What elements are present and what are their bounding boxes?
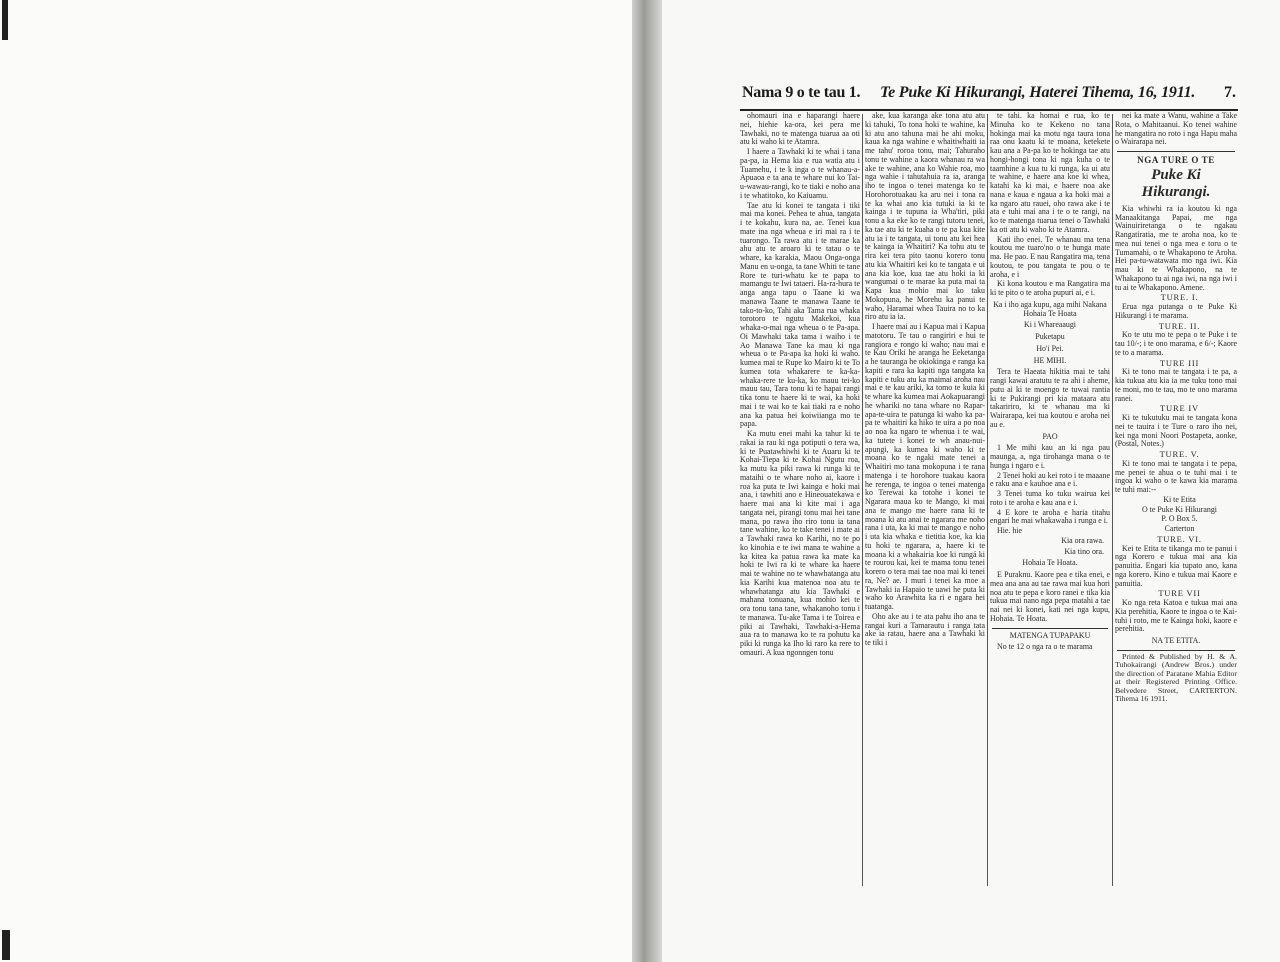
rule-text: Ko te utu mo te pepa o te Puke i te tau 10/-; i te ono marama, e 6/-; Kaore te to a marama. <box>1115 330 1237 357</box>
paragraph: Ka mutu enei mahi ka tahur ki te rakai ia rau ki nga potiputi o tera wa, ki te Puatawhiwhi ki te Auaru ki te Kohai-Tiepa ki te Kohai Ngutu roa, ka mutu ka piki rawa ki runga ki te mataihi o te whare noho ai, kaore i roa ka puta te Iwi kainga e hoki mai ana, i tawhiti ano e Hineouatekawa e haere mai ana ki kite mai i aga tangata nei, pirangi tonu mai hei tane mana, po rawa iho riro tonu ia tana tane wahine, ko te take tenei i mate ai a Tawhaki rawa ko Karihi, no te po ko kinohia e te iwi mana te wahine a ka kitea ka patua rawa ka mate ka hoki te Iwi ra ki te whare ka haere mai te wahine no te whawhatanga atu kia Karihi kua matenoa noa atu te whawhatanga atu kia Tawhaki e mahana tonuana, kua mohio kei te ora tonu tana tane, whakanoho tonu i te manawa. Tu-ake Tama i te Toirea e piki ai Tawhaki, Tawhaki-a-Hema aua ra to manawa ko te ra pohutu ka piki ki runga ka Iho ki raro ka rere to omauri. A kua ngonngen tonu <box>740 429 860 657</box>
rule-text: Ki te tono mai te tangata i te pa, a kia tukua atu kia ia me tuku tono mai te moni, mo te tau, mo te ono marama ranei. <box>1115 367 1237 403</box>
rule-text: Ki te tono mai te tangata i te pepa, me penei te ahua o te tuhi mai i te ingoa ki waho o te kawa kia marama te tuhi mai:-- <box>1115 458 1237 494</box>
paragraph: ake, kua karanga ake tona atu atu ki tahuki, To tona hoki te wahine, ka ki atu ano tahuna mai he ahi moku, kaua ka nga wahine e whaitiwhaiti ia me tahu' roroa tonu, mai; Tahuraho tonu te wahine a kaora whanau ra wa ake te wahine, ana ko Wahie roa, mo nga wahie i tahutahuia ra ia, aranga iho te ingoa o tenei matenga ko te Horohorotuakau ka aru nei i tona ra te ka whai ano kia tutuki ia ki te kainga i te tupuna ia Wha'tiri, piki tonu a ka eke ko te rangi tutoru tenei, ka tae atu ki te kuaha o te pa kua kite atu ia i te tangata, ui tonu atu kei hea te kainga ia Whaitiri? Ka tohu atu te rira kei tera pito taonu korero tonu atu kia Whaitiri kei ko te tangata e ui ana kia koe, kua tae atu hoki ia ki wangumai o te marae ka puta mai ta Kapa kua mohio mai ko taku Mokopuna, he Morehu ka panui te waho, Haramai whea Tauira no to ka riro atu ia ia. <box>865 112 985 322</box>
verse: 3 Tenei tuma ko tuku wairua kei roto i te aroha e kau ana e i. <box>990 489 1110 507</box>
rule-heading: TURE VII <box>1158 588 1201 599</box>
imprint-rule <box>1117 650 1235 651</box>
paragraph: I haere mai au i Kapua mai i Kapua matotoru. Te tau o rangiriri e hui te rangiora e rongo ki waho; nau mai e te Kau Oriki he aranga he Eeketanga a he taurangа he okiokinga e ranga ka kapiti e rara ka kapiti nga tangata ka kapiti e tuku atu ka maimai aroha nau mai e te kau ariki, ka tomo te kuia ki te whare ka kumea mai Aokapuarangi he whariki no tana whare no Rapar-apa-te-uira te patunga ki waho ka pa-pa te whaitiri ka hiko te uira a po noa ao noa ka ngaro te whenua i te wai, ka tutete i konei te wh anau-nui-apungi, ka kumea ki waho ki te moana ko te ngaki mate tenei a Whaitiri mo tana mokopuna i te rana matenga i te horohore tuakau kaora he rerenga, te ingoa o tenei matenga ko Terewai ka totohe i konei te Ngarara maua ko te Mango, ki mai ana te mango me haere rana ki te moana ki atu anai te ngarara me noho rana i uta, ka ki mai te mango e noho i uta kia whaka e tietitia koe, ka kia tu hoki te ngarara, a, haere ki te moana ki a whakairia koe ki rungá ki te rourou kai, kei te mama tonu tenei korero o tera mai tae noa mai ki tenei ra, Ne? ae. I muri i tenei ka moe a Tawhaki ia Hapaio te uawi he puta ki waho ko Arawhita ka ri e ngara hei tuatanga. <box>865 322 985 611</box>
verse: 4 E kore te aroha e haria titahu engari he mai whakawaha i runga e i. <box>990 507 1110 526</box>
page-gutter <box>632 0 662 962</box>
masthead-kicker: NGA TURE O TE <box>1137 155 1215 165</box>
rule-heading: TURE. I. <box>1160 292 1199 303</box>
page-header <box>742 84 1236 106</box>
rule-text: Kei te Etita te tikanga mo te panui i nga Korero e tukua mai ana kia panuitia. Engari kia tupato ano, kana nga korero. Kino e tukua mai Kaore e panuitia. <box>1115 543 1237 588</box>
masthead-title: Puke Ki Hikurangi. <box>1141 166 1211 200</box>
column-divider <box>1112 114 1113 886</box>
paragraph: Tae atu ki konei te tangata i tiki mai ma konei. Pehea te ahua, tangata i te kokahu, kura na, ae. Tenei kua mate ina nga wheua e iri mai ra i te tuarongo. Ta rawa atu i te marae ka ahu atu te aroaro ki te tatau o te whare, ka karakia, Maou Onga-onga Manu en u-onga, ta tane Whiti te tane Rore te turi-whatu ke te papa to mamangu te Iwi tataeri. Ha-ra-hura te anga anga tapu o Taane ki wa manawa Taane te manawa Taane te tako-to-ko, Tahi aka Tama rua whaka torotoro te ngutu Makekoi, kua whaka-o-mai nga wheua o te Pa-apa. Oi Mawhaki taka tama i waiho i te Ao Manawa Tane ka mau ki nga wheua o te Pa-apa ka hoki ki waho. kumea mai te Rupe ko Mairo ki te To kumea tota whakarere te ka-ka-whaka-rere te ku-ka, ko mauu tei-ko mauu tau, Tara tonu ki te hapai rangi tika tonu te haere ki te wai, ka hoki mai i te wai ko te kai tiaki ra e noho ana ka patua hei koiwiianga mo te papa. <box>740 200 860 429</box>
column-4 <box>1115 112 1237 890</box>
column-3 <box>990 112 1110 890</box>
rule-heading: TURE. V. <box>1159 449 1200 459</box>
notice-line: Puketapu <box>1035 332 1065 341</box>
paragraph: E Puraknu. Kaore pea e tika enei, e mea ana ana au tae rawa mai kua hori noa atu te pepa e koro ranei e tika kia tukua mai nano nga pepa matahi a tae nai nei ki konei, kati nei nga kupu, Hohaia. Te Hoata. <box>990 570 1110 623</box>
rule-heading: TURE. VI. <box>1157 533 1202 544</box>
rule-text: Ko nga reta Katoa e tukua mai ana Kia perehitia, Kaore te ingoa o te Kai-tuhi i roto, me te Kainga hoki, kaore e perehitia. <box>1115 598 1237 634</box>
address-line: O te Puke Ki Hikurangi <box>1142 504 1217 514</box>
paragraph: I haere a Tawhaki ki te whai i tana pa-pa, ia Hema kia e rua watia atu i Tuamehu, i te k inga o te whanau-a-Apuaoa e ta ana te whare nui ko Tai-u-wawau-rangi, ko te tiaki e noho ana i te whatitoko, ko Kaiuamu. <box>740 147 860 200</box>
printer-imprint: Printed & Published by H. & A. Tuhokairangi (Andrew Bros.) under the direction of Paratane Mahia Editor at their Registered Printing Office. Belvedere Street, CARTERTON. Tihema 16 1911. <box>1115 651 1237 704</box>
address-line: Carterton <box>1164 524 1195 533</box>
signoff: Kia ora rawa. <box>1061 535 1104 545</box>
paper-title-date: Te Puke Ki Hikurangi, Haterei Tihema, 16, 1911. <box>880 84 1196 101</box>
verse: 2 Tenei hoki au kei roto i te maaane e raku ana e kauhoe ana e i. <box>990 470 1110 489</box>
paragraph: Kati iho enei. Te whanau ma tena koutou me tuaro'no o te hunga mate ma. He pao. E nau Rangatira ma, tena koutou, te pou tangata te pou o te aroha, e i <box>990 234 1110 279</box>
paragraph: Ki kona koutou e ma Rangatira ma ki te pito o te aroha pupuri ai, e i. <box>990 279 1110 297</box>
paragraph: te tahi. ka homai e rua, ko te Minuha ko te Kekeno no tana hokinga mai ka motu nga taura tona raa onu kaatu ki te moana, ketekete kau ana a Pa-pa ko te hokinga tae atu hongi-hongi tona ki nga kuha o te taamhine a kua tu ki runga, ka ui atu te wahine, e haere ana koe ki whea, katahi ka ki mai, e haere noa ake nana e kaua e ngaua a ka hoki mai a ka ngaro atu rauei, oho rawa ake i te ata e tuhi mai ana i te o te rangi, na ko te matenga tuarua tenei o Tawhaki ka oti atu ki waho ki te Atamra. <box>990 112 1110 234</box>
section-rule <box>992 628 1108 629</box>
column-divider <box>987 114 988 886</box>
header-rule <box>740 109 1238 111</box>
column-divider <box>862 114 863 886</box>
notice-line: Ki i Whareaaugi <box>1024 320 1076 330</box>
address-line: Ki te Etita <box>1163 494 1196 504</box>
notice-line: Ho'i Pei. <box>1036 343 1064 353</box>
column-1 <box>740 112 860 890</box>
masthead-rule <box>1117 151 1235 152</box>
notice-line: Ka i iho aga kupu, aga mihi Nakana Hohaia Te Hoata <box>993 299 1107 318</box>
rule-heading: TURE III <box>1159 357 1200 368</box>
left-edge-mark <box>2 0 8 40</box>
signoff: Kia tino ora. <box>1064 546 1104 556</box>
paragraph: nei ka mate a Wanu, wahine a Take Rota, o Mahitaanui. Ko tenei wahine he mangatira no roto i nga Hapu maha o Wairarapa nei. <box>1115 112 1237 147</box>
column-2 <box>865 112 985 890</box>
paragraph: ohomauri ina e haparangi haere nei, hiehie ka-ora, kei pera me Tawhaki, no te matenga tuarua aa oti atu ki waho ki te Atamra. <box>740 112 860 147</box>
issue-number: Nama 9 o te tau 1. <box>742 84 861 101</box>
rule-text: Ki te tukutuku mai te tangata kona nei te tauira i te Ture o raro iho nei, kei nga moni Noori Postapeta, aonke, (Postal, Notes.) <box>1115 413 1237 449</box>
paragraph: Oho ake au i te ata pahu iho ana te rangai kuri a Tamarautu i ranga tata ake ia ratau, haere ana a Tawhaki ki te tiki i <box>865 611 985 647</box>
section-heading: PAO <box>1042 431 1058 441</box>
paragraph: No te 12 o nga ra o te marama <box>997 642 1093 652</box>
verse: 1 Me mihi kau an ki nga pau maunga, a, nga tirohanga mana o te hunga i ngaro e i. <box>990 443 1110 470</box>
rule-text: Erua nga putanga o te Puke Ki Hikurangi i te marama. <box>1115 302 1237 320</box>
paragraph: Kia whiwhi ra ia koutou ki nga Manaakitanga Papai, me nga Wainuiriretanga o te ngakau Rangatiratia, me te aroha noa, ko te mea nui tenei o nga mea e toru o te Tumamahi, o te Whakapono te Aroha. Hei pa-tu-watawata mo nga iwi. Kia mau ki te Whakapono, na te Whakapono tu ai nga iwi, na nga iwi i tu ai te Whakapono. Amene. <box>1115 203 1237 292</box>
paragraph: Hie. hie <box>997 526 1022 535</box>
editor-signoff: NA TE ETITA. <box>1151 636 1201 645</box>
address-line: P. O Box 5. <box>1161 514 1198 524</box>
paragraph: Tera te Haeata hikitia mai te tahi rangi kawai aratutu te ra ahi i aheme, putu ai ki te moengo te tuwai rantia ki te Pukirangi pri kia mataara atu takaririro, ki te whanau ma ki Wairarapa, kei tua koutou e aroha nei au e. <box>990 367 1110 429</box>
signature: Hohaia Te Hoata. <box>1022 558 1078 568</box>
section-heading: MATENGA TUPAPAKU <box>1009 630 1091 640</box>
rule-heading: TURE IV <box>1160 403 1199 414</box>
section-heading: HE MIHI. <box>1033 355 1067 365</box>
page-number: 7. <box>1224 84 1236 101</box>
rule-heading: TURE. II. <box>1158 320 1201 331</box>
left-edge-mark <box>2 930 10 960</box>
